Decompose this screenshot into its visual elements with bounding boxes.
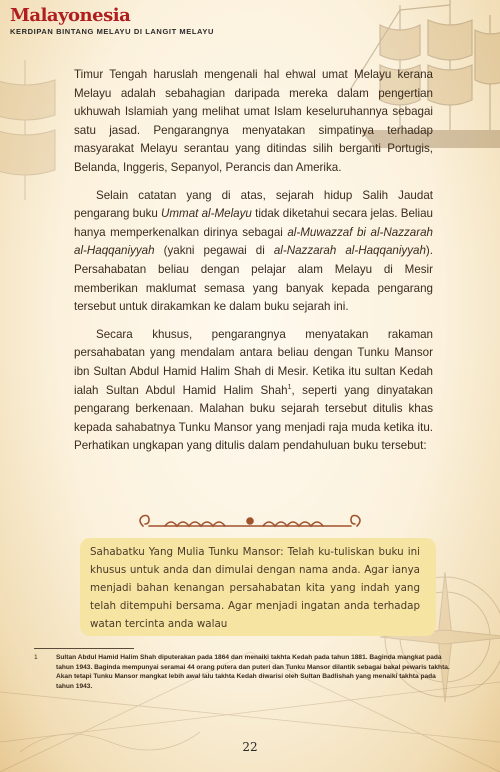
paragraph-2-text: tidak diketahui secara jelas. Beliau hanya memperkenalkan dirinya sebagai — [74, 207, 433, 239]
footnote-divider — [34, 648, 134, 649]
page-number: 22 — [242, 740, 258, 754]
paragraph-1: Timur Tengah haruslah mengenali hal ehwal umat Melayu kerana Melayu adalah sebahagian daripada mereka dalam pengertian ukhuwah Islamiah yang melihat umat Islam keseluruhannya sebagai satu jasad. Pengarangnya menyatakan simpatinya terhadap masyarakat Melayu serantau yang ditindas silih berganti Portugis, Belanda, Inggeris, Sepanyol, Perancis dan Amerika. — [74, 68, 433, 174]
ship-mast-illustration — [0, 60, 70, 200]
quote-text: Sahabatku Yang Mulia Tunku Mansor: Telah ku-tuliskan buku ini khusus untuk anda dan dimulai dengan nama anda. Agar ianya menjadi bahan kenangan persahabatan kita yang indah yang telah ditempuhi bersama. Agar menjadi ingatan anda terhadap watan tercinta anda walau — [90, 546, 420, 630]
paragraph-3-text: Secara khusus, pengarangnya menyatakan rakaman persahabatan yang mendalam antara beliau dengan Tunku Mansor ibn Sultan Abdul Hamid Halim Shah di Mesir. Ketika itu sultan Kedah ialah Sultan Abdul Hamid Halim Shah — [74, 327, 433, 397]
office-italic: al-Nazzarah al-Haqqaniyyah — [273, 244, 426, 258]
paragraph-2-text: Selain catatan yang di atas, sejarah hidup Salih Jaudat pengarang buku — [74, 188, 433, 221]
ornament-divider — [135, 512, 365, 534]
paragraph-2 — [74, 187, 433, 317]
body-text — [74, 66, 433, 465]
book-title-italic: Ummat al-Melayu — [161, 207, 252, 221]
header-tagline: KERDIPAN BINTANG MELAYU DI LANGIT MELAYU — [10, 27, 215, 36]
brand-logo: Malayonesia — [10, 5, 131, 26]
footnote — [34, 653, 450, 691]
footnote-number: 1 — [34, 654, 38, 661]
paragraph-2-text: (yakni pegawai di — [154, 244, 274, 258]
title-italic: al-Muwazzaf bi al-Nazzarah al-Haqqaniyyah — [74, 225, 433, 258]
footnote-text: Sultan Abdul Hamid Halim Shah diputerakan pada 1864 dan menaiki takhta Kedah pada tahun 1881. Baginda mangkat pada tahun 1943. Baginda mempunyai seramai 44 orang putera dan puteri dan Tunku Mansor dilantik sebagai bakal pewaris takhta. Akan tetapi Tunku Mansor mangkat lebih awal lalu takhta Kedah diwarisi oleh Sultan Badlishah yang menaiki takhta pada tahun 1943. — [56, 654, 450, 690]
paragraph-3-text: , seperti yang dinyatakan pengarang berkenaan. Malahan buku sejarah tersebut ditulis khas kepada sahabatnya Tunku Mansor yang menjadi raja muda ketika itu. Perhatikan ungkapan yang ditulis dalam pendahuluan buku tersebut: — [74, 383, 433, 453]
footnote-reference[interactable]: 1 — [287, 383, 292, 391]
paragraph-3 — [74, 326, 433, 456]
page-header — [10, 6, 214, 36]
paragraph-2-text: ). Persahabatan beliau dengan pelajar alam Melayu di Mesir memberikan maklumat semasa yang banyak kepada pengarang tersebut untuk dirakamkan ke dalam buku sejarah ini. — [74, 244, 433, 314]
